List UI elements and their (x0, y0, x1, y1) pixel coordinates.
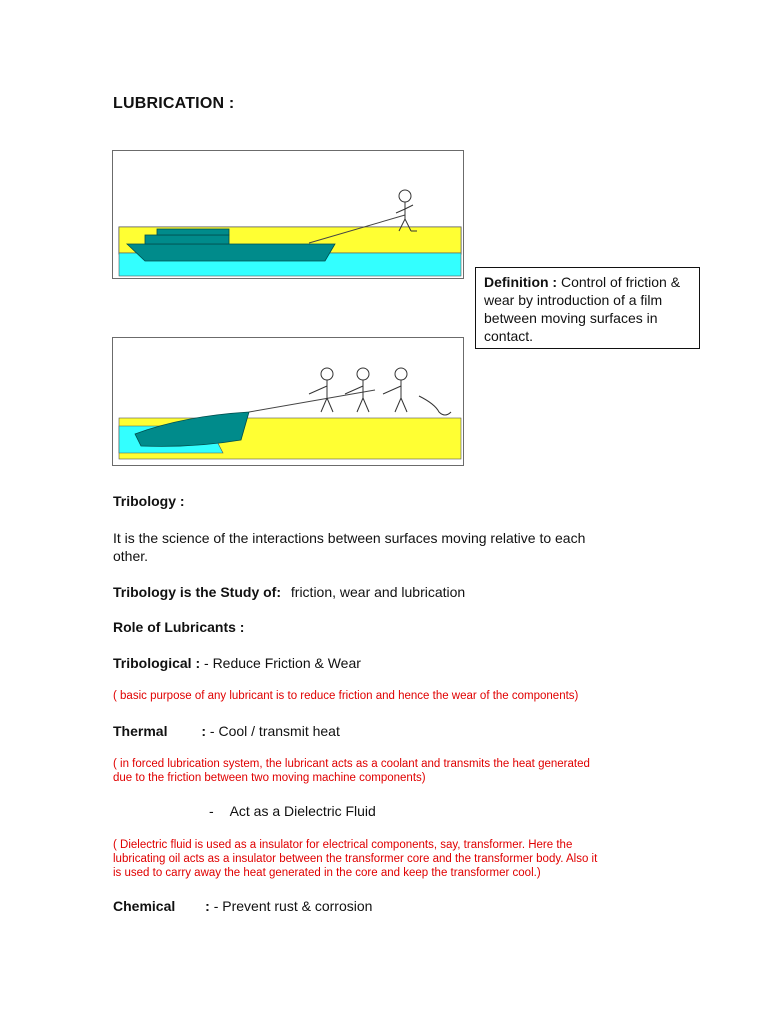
person-pulling-icon (396, 190, 417, 231)
role-dielectric-note-line-3: is used to carry away the heat generated in the core and keep the transformer cool.) (113, 867, 541, 879)
three-people-pulling-icon (309, 368, 451, 415)
role-chemical-value: - Prevent rust & corrosion (213, 898, 373, 914)
dinghy-illustration (113, 338, 463, 465)
role-dielectric-note-line-2: lubricating oil acts as a insulator between the transformer core and the transformer body. Also it (113, 853, 598, 865)
role-tribological-label: Tribological : (113, 655, 201, 671)
role-thermal-row (113, 722, 340, 740)
ship-illustration (113, 151, 463, 278)
definition-text: Control of friction & wear by introduction of a film between moving surfaces in contact. (484, 274, 681, 344)
tribology-body-line-1: It is the science of the interactions between surfaces moving relative to each (113, 530, 586, 546)
role-thermal-note-line-1: ( in forced lubrication system, the lubricant acts as a coolant and transmits the heat generated (113, 758, 590, 770)
role-tribological-row (113, 654, 361, 672)
definition-label: Definition : (484, 274, 558, 290)
ship-pulled-figure (112, 150, 464, 279)
role-dielectric-note-line-1: ( Dielectric fluid is used as a insulator for electrical components, say, transformer. Here the (113, 839, 573, 851)
role-thermal-label: Thermal (113, 723, 168, 739)
role-tribological-value: - Reduce Friction & Wear (204, 655, 361, 671)
role-chemical-label: Chemical (113, 898, 176, 914)
boat-pulled-figure (112, 337, 464, 466)
page-title: LUBRICATION : (113, 95, 235, 112)
role-chemical-colon: : (205, 898, 210, 914)
role-thermal-colon: : (201, 723, 207, 739)
role-chemical-row (113, 897, 372, 915)
tribology-study-row (113, 583, 465, 601)
role-thermal-value: - Cool / transmit heat (209, 723, 340, 739)
role-tribological-note: ( basic purpose of any lubricant is to reduce friction and hence the wear of the components) (113, 690, 579, 702)
tribology-study-label: Tribology is the Study of: (113, 584, 281, 600)
role-dielectric-value: Act as a Dielectric Fluid (229, 803, 376, 819)
tribology-heading: Tribology : (113, 493, 185, 509)
role-dielectric-row (209, 802, 376, 820)
role-dielectric-dash: - (209, 803, 214, 819)
tribology-study-value: friction, wear and lubrication (290, 584, 466, 600)
roles-heading: Role of Lubricants : (113, 619, 245, 635)
tribology-body-line-2: other. (113, 548, 149, 564)
definition-box (475, 267, 700, 349)
role-thermal-note-line-2: due to the friction between two moving machine components) (113, 772, 426, 784)
